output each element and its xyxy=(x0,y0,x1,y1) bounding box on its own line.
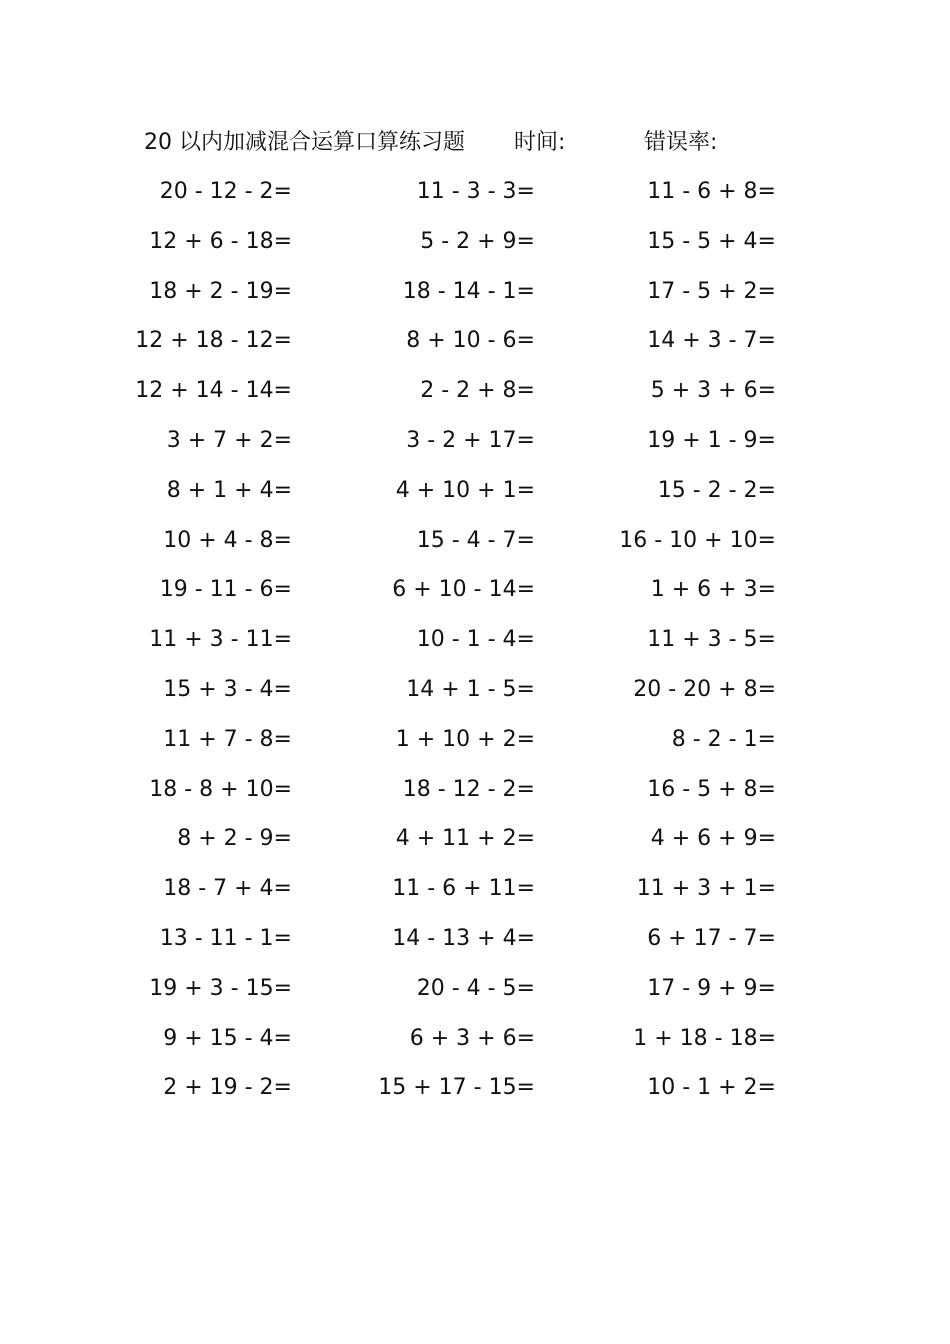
arithmetic-problem: 11 + 3 - 11= xyxy=(149,627,292,653)
problem-row xyxy=(0,321,950,371)
arithmetic-problem: 11 - 6 + 8= xyxy=(647,179,776,204)
arithmetic-problem: 1 + 18 - 18= xyxy=(633,1025,776,1051)
arithmetic-problem: 4 + 11 + 2= xyxy=(395,826,535,852)
problem-row xyxy=(0,819,950,869)
problem-row xyxy=(0,1019,950,1069)
arithmetic-problem: 15 + 3 - 4= xyxy=(163,676,292,702)
arithmetic-problem: 1 + 6 + 3= xyxy=(650,577,776,603)
arithmetic-problem: 6 + 10 - 14= xyxy=(392,577,535,603)
arithmetic-problem: 15 - 5 + 4= xyxy=(647,228,776,254)
arithmetic-problem: 11 - 3 - 3= xyxy=(416,179,535,204)
problem-row xyxy=(0,570,950,620)
arithmetic-problem: 17 - 9 + 9= xyxy=(647,975,776,1001)
arithmetic-problem: 18 - 14 - 1= xyxy=(402,278,535,304)
arithmetic-problem: 18 - 8 + 10= xyxy=(149,776,292,802)
arithmetic-problem: 14 + 1 - 5= xyxy=(406,676,535,702)
arithmetic-problem: 8 + 1 + 4= xyxy=(166,477,292,503)
arithmetic-problem: 19 + 3 - 15= xyxy=(149,975,292,1001)
arithmetic-problem: 19 + 1 - 9= xyxy=(647,427,776,453)
problem-row xyxy=(0,670,950,720)
arithmetic-problem: 11 - 6 + 11= xyxy=(392,876,535,902)
problem-row xyxy=(0,172,950,222)
arithmetic-problem: 20 - 12 - 2= xyxy=(159,179,292,204)
arithmetic-problem: 9 + 15 - 4= xyxy=(163,1025,292,1051)
arithmetic-problem: 11 + 3 - 5= xyxy=(647,627,776,653)
arithmetic-problem: 5 + 3 + 6= xyxy=(650,378,776,404)
arithmetic-problem: 18 - 12 - 2= xyxy=(402,776,535,802)
arithmetic-problem: 4 + 6 + 9= xyxy=(650,826,776,852)
arithmetic-problem: 13 - 11 - 1= xyxy=(159,925,292,951)
arithmetic-problem: 6 + 17 - 7= xyxy=(647,925,776,951)
arithmetic-problem: 8 + 2 - 9= xyxy=(177,826,292,852)
error-rate-label: 错误率: xyxy=(644,130,718,155)
problem-row xyxy=(0,919,950,969)
problem-row xyxy=(0,1068,950,1118)
arithmetic-problem: 10 + 4 - 8= xyxy=(163,527,292,553)
arithmetic-problem: 20 - 20 + 8= xyxy=(633,676,776,702)
problem-row xyxy=(0,770,950,820)
problem-row xyxy=(0,371,950,421)
problem-row xyxy=(0,869,950,919)
problem-row xyxy=(0,521,950,571)
arithmetic-problem: 20 - 4 - 5= xyxy=(416,975,535,1001)
arithmetic-problem: 18 + 2 - 19= xyxy=(149,278,292,304)
arithmetic-problem: 3 + 7 + 2= xyxy=(166,427,292,453)
arithmetic-problem: 14 - 13 + 4= xyxy=(392,925,535,951)
time-label: 时间: xyxy=(514,130,566,155)
arithmetic-problem: 2 + 19 - 2= xyxy=(163,1075,292,1101)
arithmetic-problem: 8 + 10 - 6= xyxy=(406,328,535,354)
arithmetic-problem: 15 - 4 - 7= xyxy=(416,527,535,553)
arithmetic-problem: 12 + 14 - 14= xyxy=(135,378,292,404)
arithmetic-problem: 16 - 5 + 8= xyxy=(647,776,776,802)
arithmetic-problem: 5 - 2 + 9= xyxy=(420,228,535,254)
arithmetic-problem: 6 + 3 + 6= xyxy=(409,1025,535,1051)
arithmetic-problem: 17 - 5 + 2= xyxy=(647,278,776,304)
arithmetic-problem: 3 - 2 + 17= xyxy=(406,427,535,453)
arithmetic-problem: 11 + 7 - 8= xyxy=(163,726,292,752)
arithmetic-problem: 10 - 1 + 2= xyxy=(647,1075,776,1101)
problem-row xyxy=(0,421,950,471)
arithmetic-problem: 14 + 3 - 7= xyxy=(647,328,776,354)
arithmetic-problem: 18 - 7 + 4= xyxy=(163,876,292,902)
worksheet-header xyxy=(144,126,844,160)
arithmetic-problem: 10 - 1 - 4= xyxy=(416,627,535,653)
arithmetic-problem: 2 - 2 + 8= xyxy=(420,378,535,404)
arithmetic-problem: 12 + 6 - 18= xyxy=(149,228,292,254)
arithmetic-problem: 12 + 18 - 12= xyxy=(135,328,292,354)
problem-row xyxy=(0,969,950,1019)
problem-grid xyxy=(0,172,950,1118)
arithmetic-problem: 4 + 10 + 1= xyxy=(395,477,535,503)
arithmetic-problem: 8 - 2 - 1= xyxy=(671,726,776,752)
problem-row xyxy=(0,272,950,322)
problem-row xyxy=(0,222,950,272)
arithmetic-problem: 1 + 10 + 2= xyxy=(395,726,535,752)
problem-row xyxy=(0,471,950,521)
arithmetic-problem: 15 + 17 - 15= xyxy=(378,1075,535,1101)
problem-row xyxy=(0,720,950,770)
arithmetic-problem: 11 + 3 + 1= xyxy=(636,876,776,902)
problem-row xyxy=(0,620,950,670)
arithmetic-problem: 19 - 11 - 6= xyxy=(159,577,292,603)
arithmetic-problem: 15 - 2 - 2= xyxy=(657,477,776,503)
arithmetic-problem: 16 - 10 + 10= xyxy=(619,527,776,553)
worksheet-title: 20 以内加减混合运算口算练习题 xyxy=(144,130,465,155)
